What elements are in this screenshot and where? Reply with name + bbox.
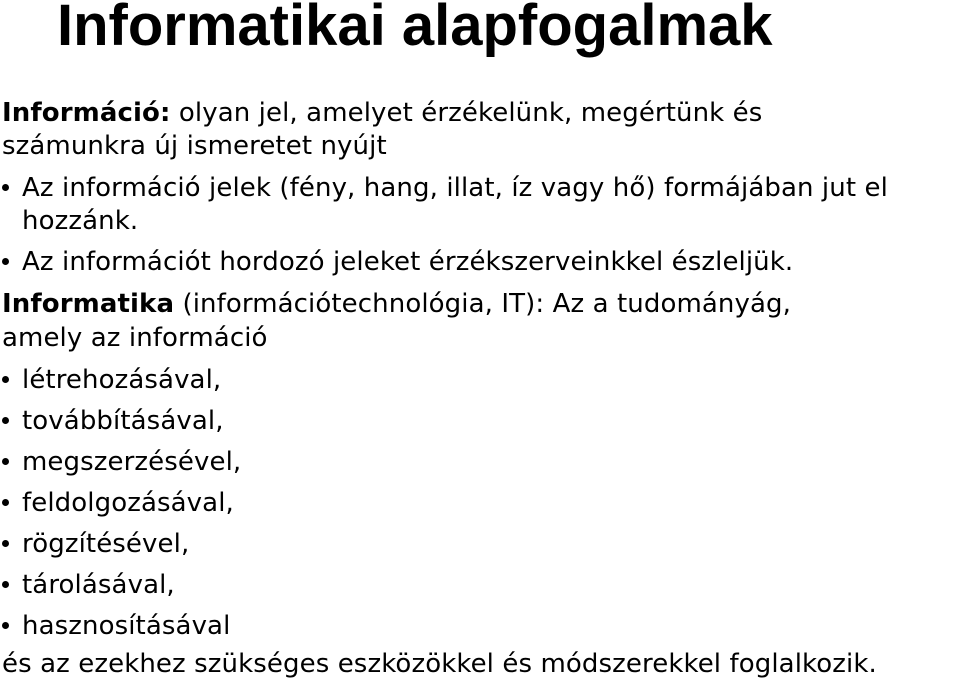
page-title: Informatikai alapfogalmak [57,0,773,58]
information-definition-text: olyan jel, amelyet érzékelünk, megértünk és [178,98,763,128]
bullet-dot [2,499,9,506]
bullet-dot [2,376,9,383]
information-bullet-1: Az információ jelek (fény, hang, illat, íz vagy hő) formájában jut el [22,173,888,203]
informatics-bullet: tárolásával, [22,570,175,600]
information-definition [2,97,762,129]
information-definition-continued: számunkra új ismeretet nyújt [2,131,387,161]
bullet-dot [2,258,9,265]
informatics-bullet: feldolgozásával, [22,488,234,518]
bullet-dot [2,622,9,629]
informatics-bullet: rögzítésével, [22,529,190,559]
information-bullet-2: Az információt hordozó jeleket érzékszerveinkkel észleljük. [22,247,794,277]
bullet-dot [2,458,9,465]
bullet-dot [2,184,9,191]
informatics-bullet: létrehozásával, [22,365,222,395]
informatics-closing: és az ezekhez szükséges eszközökkel és módszerekkel foglalkozik. [2,649,877,679]
informatics-definition-continued: amely az információ [2,323,268,353]
informatics-definition-text: (információtechnológia, IT): Az a tudományág, [182,289,791,319]
bullet-dot [2,540,9,547]
informatics-definition [2,288,791,320]
bullet-dot [2,417,9,424]
bullet-dot [2,581,9,588]
informatics-bullet: továbbításával, [22,406,224,436]
information-bullet-1-continued: hozzánk. [22,206,139,236]
information-term: Információ: [2,98,171,128]
informatics-bullet: hasznosításával [22,611,231,641]
informatics-bullet: megszerzésével, [22,447,242,477]
informatics-term: Informatika [2,289,175,319]
